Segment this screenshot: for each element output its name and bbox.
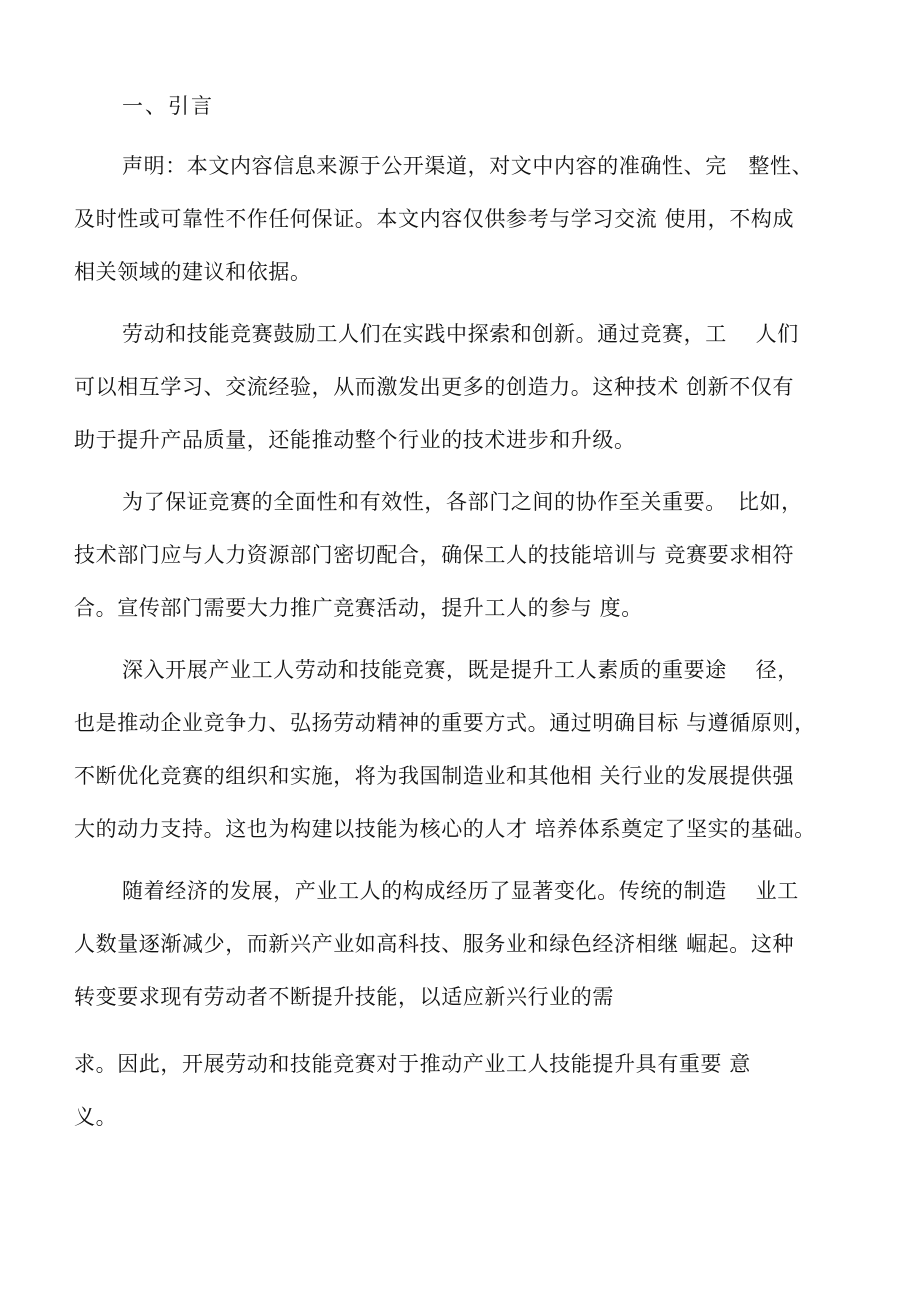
- paragraph-2-line-3: 合。宣传部门需要大力推广竞赛活动，提升工人的参与 度。: [74, 596, 643, 620]
- paragraph-1-line-2: 可以相互学习、交流经验，从而激发出更多的创造力。这种技术 创新不仅有: [74, 375, 795, 399]
- paragraph-2-line-2: 技术部门应与人力资源部门密切配合，确保工人的技能培训与 竞赛要求相符: [74, 543, 795, 567]
- paragraph-3-line-2: 也是推动企业竞争力、弘扬劳动精神的重要方式。通过明确目标 与遵循原则，: [74, 711, 816, 735]
- paragraph-3-line-4: 大的动力支持。这也为构建以技能为核心的人才 培养体系奠定了坚实的基础。: [74, 817, 816, 841]
- disclaimer-line-1: 声明：本文内容信息来源于公开渠道，对文中内容的准确性、完 整性、: [122, 154, 814, 178]
- paragraph-4-line-5: 义。: [74, 1105, 118, 1129]
- section-heading: 一、引言: [122, 94, 214, 118]
- paragraph-4-line-4: 求。因此，开展劳动和技能竞赛对于推动产业工人技能提升具有重要 意: [74, 1052, 751, 1076]
- paragraph-4-line-1: 随着经济的发展，产业工人的构成经历了显著变化。传统的制造 业工: [122, 879, 799, 903]
- disclaimer-line-3: 相关领域的建议和依据。: [74, 260, 312, 284]
- paragraph-3-line-1: 深入开展产业工人劳动和技能竞赛，既是提升工人素质的重要途 径，: [122, 658, 799, 682]
- paragraph-2-line-1: 为了保证竞赛的全面性和有效性，各部门之间的协作至关重要。 比如，: [122, 490, 803, 514]
- paragraph-1-line-1: 劳动和技能竞赛鼓励工人们在实践中探索和创新。通过竞赛，工 人们: [122, 322, 799, 346]
- paragraph-3-line-3: 不断优化竞赛的组织和实施，将为我国制造业和其他相 关行业的发展提供强: [74, 764, 795, 788]
- disclaimer-line-2: 及时性或可靠性不作任何保证。本文内容仅供参考与学习交流 使用，不构成: [74, 207, 795, 231]
- paragraph-4-line-3: 转变要求现有劳动者不断提升技能，以适应新兴行业的需: [74, 985, 614, 1009]
- paragraph-1-line-3: 助于提升产品质量，还能推动整个行业的技术进步和升级。: [74, 428, 636, 452]
- paragraph-4-line-2: 人数量逐渐减少，而新兴产业如高科技、服务业和绿色经济相继 崛起。这种: [74, 932, 795, 956]
